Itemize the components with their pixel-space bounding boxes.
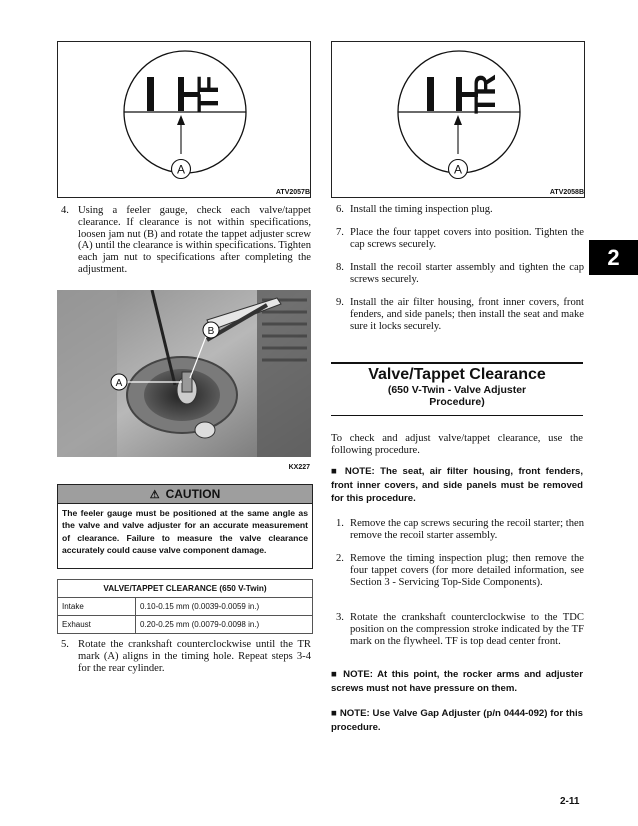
step-4 [61, 205, 311, 276]
table-header-row [58, 580, 313, 598]
table-row [58, 598, 313, 616]
section-heading [331, 366, 583, 408]
caution-title: CAUTION [165, 487, 221, 501]
note-valve-gap-adjuster: ■ NOTE: Use Valve Gap Adjuster (p/n 0444-092) for this procedure. [331, 708, 583, 733]
figure-caption-tr: ATV2058B [549, 189, 584, 196]
callout-a-label: A [176, 162, 186, 177]
step-text: Rotate the crankshaft counterclockwise to the TDC position on the compression stroke indicated by the TF mark on the flywheel. TF is top dead center front. [350, 612, 584, 647]
caution-box [57, 484, 313, 569]
step-text: Install the air filter housing, front inner covers, front fenders, and side panels; then install the seat and make sure it locks securely. [350, 297, 584, 332]
section-rule-top [331, 362, 583, 364]
step-7 [336, 227, 584, 251]
section-subtitle-line1: (650 V-Twin - Valve Adjuster [387, 384, 527, 396]
figure-caption-photo: KX227 [288, 464, 310, 471]
step-text: Place the four tappet covers into position. Tighten the cap screws securely. [350, 227, 584, 250]
step-number: 1. [336, 518, 344, 529]
step-number: 4. [61, 205, 69, 216]
intro-paragraph: To check and adjust valve/tappet clearance, use the following procedure. [331, 433, 583, 456]
step-number: 5. [61, 639, 69, 650]
tr-mark-label: TR [469, 74, 502, 114]
step-text: Rotate the crankshaft counterclockwise until the TR mark (A) aligns in the timing hole. Repeat steps 3-4 for the rear cylinder. [78, 639, 311, 674]
step-number: 6. [336, 204, 344, 215]
valve-clearance-table [57, 579, 313, 634]
table-cell-label: Exhaust [58, 616, 136, 634]
callout-a-label: A [115, 378, 123, 389]
step-1 [336, 518, 584, 542]
figure-caption-tf: ATV2057B [275, 189, 310, 196]
step-9 [336, 297, 584, 332]
step-number: 7. [336, 227, 344, 238]
valve-adjust-photo [57, 290, 311, 457]
note-rocker-arms: ■ NOTE: At this point, the rocker arms and adjuster screws must not have pressure on them. [331, 669, 583, 694]
step-3 [336, 612, 584, 647]
step-number: 9. [336, 297, 344, 308]
table-cell-value: 0.10-0.15 mm (0.0039-0.0059 in.) [136, 598, 313, 616]
table-cell-label: Intake [58, 598, 136, 616]
table-row [58, 616, 313, 634]
section-title: Valve/Tappet Clearance [368, 366, 546, 383]
step-text: Remove the cap screws securing the recoil starter; then remove the recoil starter assembly. [350, 518, 584, 541]
section-tab: 2 [589, 240, 638, 275]
step-number: 8. [336, 262, 344, 273]
timing-mark-figure-tr [331, 41, 585, 198]
callout-b-label: B [207, 326, 215, 337]
step-8 [336, 262, 584, 286]
step-text: Install the recoil starter assembly and tighten the cap screws securely. [350, 262, 584, 285]
table-cell-value: 0.20-0.25 mm (0.0079-0.0098 in.) [136, 616, 313, 634]
warning-triangle-icon: ⚠ [149, 488, 160, 501]
table-header: VALVE/TAPPET CLEARANCE (650 V-Twin) [58, 580, 313, 598]
note-removal: ■ NOTE: The seat, air filter housing, front fenders, front inner covers, and side panels must be removed for this procedure. [331, 466, 583, 504]
timing-mark-figure-tf [57, 41, 311, 198]
callout-a-label: A [453, 162, 463, 177]
section-rule-bottom [331, 415, 583, 416]
step-text: Remove the timing inspection plug; then remove the four tappet covers (for more detailed information, see Section 3 - Servicing Top-Side Components). [350, 553, 584, 588]
caution-text: The feeler gauge must be positioned at the same angle as the valve and valve adjuster for an accurate measurement of clearance. Failure to measure the valve clearance accurately could cause valve component damage. [62, 508, 308, 556]
timing-mark-diagram-tr [332, 42, 586, 199]
engine-photo-illustration [57, 290, 311, 457]
step-5 [61, 639, 311, 674]
step-text: Install the timing inspection plug. [350, 204, 493, 215]
section-subtitle-line2: Procedure) [429, 396, 485, 408]
step-2 [336, 553, 584, 588]
page-number: 2-11 [560, 796, 580, 807]
step-text: Using a feeler gauge, check each valve/tappet clearance. If clearance is not within specifications, loosen jam nut (B) and rotate the tappet adjuster screw (A) until the clearance is within specifications. Tighten each jam nut to specifications after completing the adjustment. [78, 205, 312, 275]
timing-mark-diagram-tf [58, 42, 312, 199]
tf-mark-label: TF [192, 75, 225, 113]
step-number: 3. [336, 612, 344, 623]
step-number: 2. [336, 553, 344, 564]
step-6 [336, 204, 584, 216]
caution-header [58, 485, 312, 504]
